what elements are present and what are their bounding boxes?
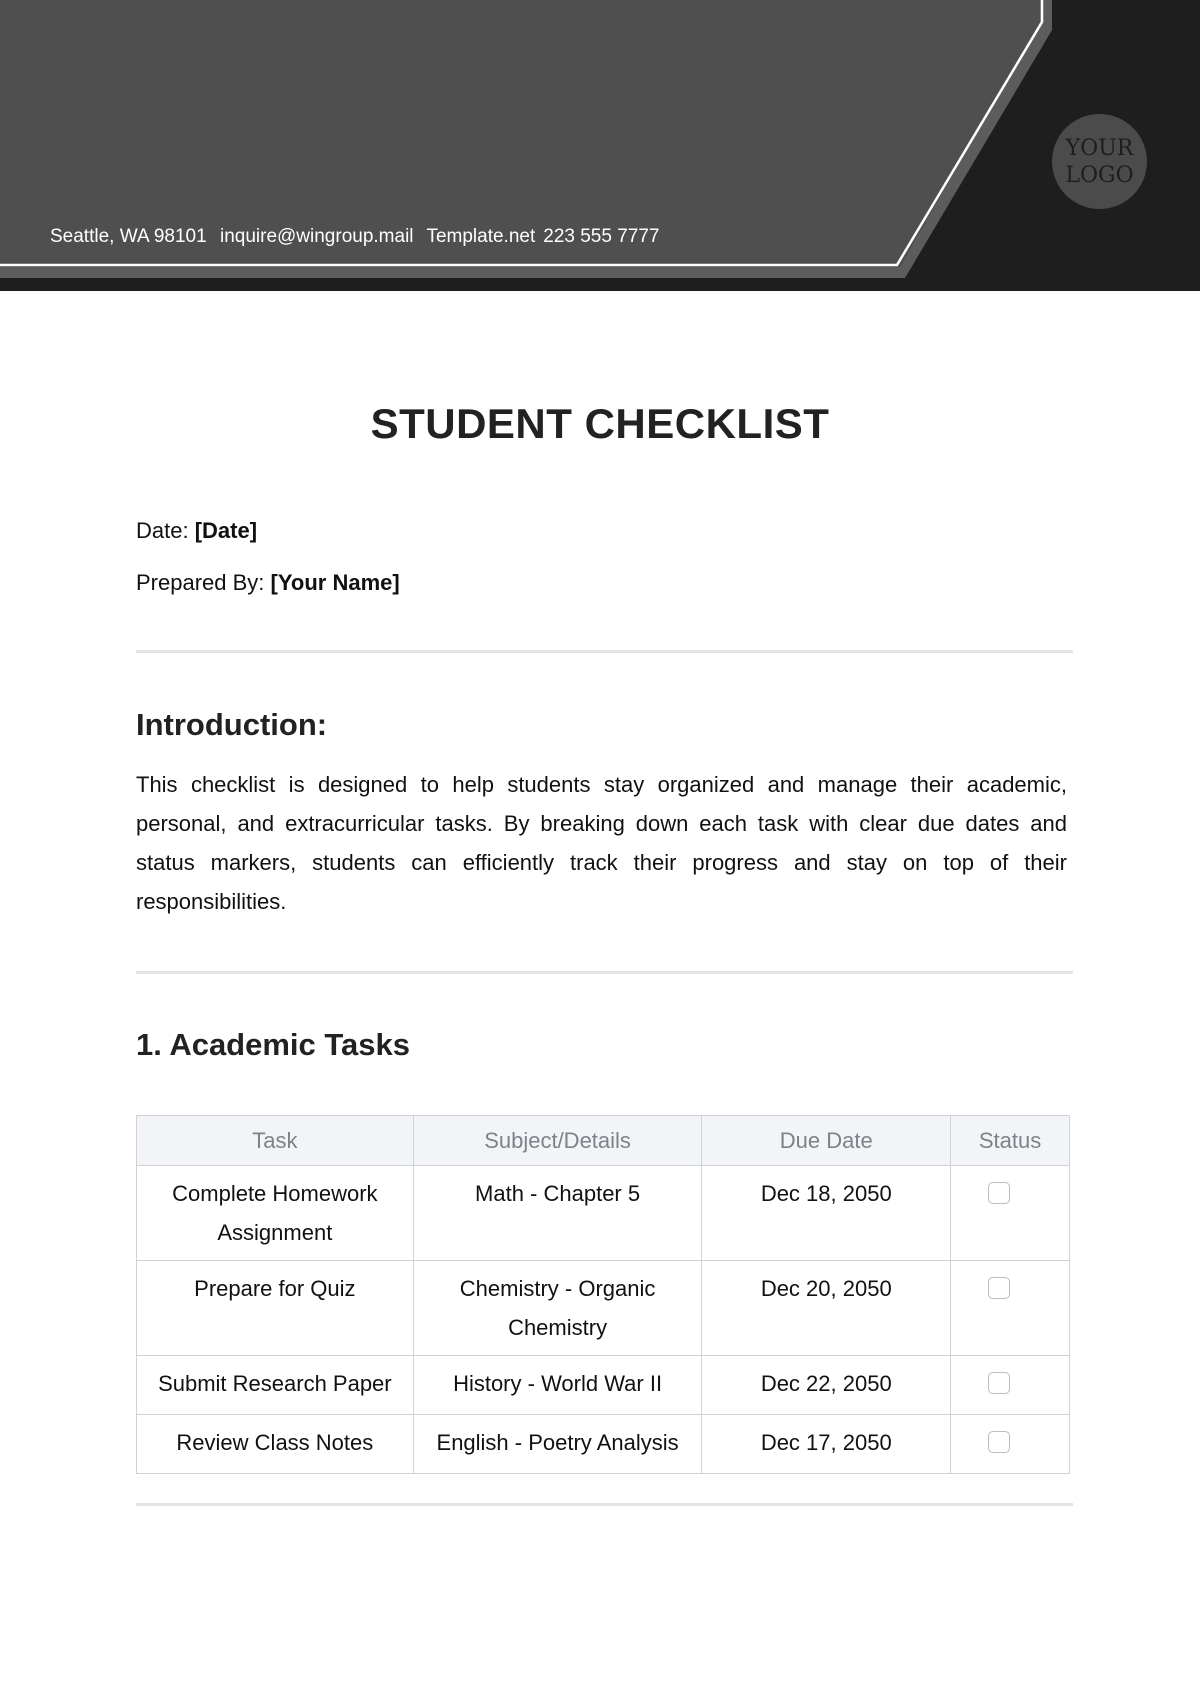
date-value: [Date] [194,518,258,543]
prepared-value: [Your Name] [270,570,400,595]
subject-cell: Math - Chapter 5 [413,1166,702,1261]
table-row [137,1356,1070,1415]
task-cell: Complete Homework Assignment [137,1166,414,1261]
divider [136,971,1073,974]
table-row [137,1415,1070,1474]
date-line [136,518,257,544]
divider [136,1503,1073,1506]
status-cell [951,1415,1070,1474]
due-date-cell: Dec 18, 2050 [702,1166,951,1261]
divider [136,650,1073,653]
due-date-cell: Dec 20, 2050 [702,1261,951,1356]
table-row [137,1261,1070,1356]
page-title: STUDENT CHECKLIST [370,400,830,447]
header-banner [0,0,1200,291]
company-logo: YOUR LOGO [1052,114,1147,209]
subject-cell: Chemistry - Organic Chemistry [413,1261,702,1356]
status-cell [951,1261,1070,1356]
date-label: Date: [136,518,189,543]
status-checkbox[interactable] [988,1372,1010,1394]
subject-cell: English - Poetry Analysis [413,1415,702,1474]
academic-tasks-heading: 1. Academic Tasks [136,1027,410,1062]
column-header-due-date: Due Date [702,1116,951,1166]
task-cell: Review Class Notes [137,1415,414,1474]
academic-tasks-table [136,1115,1070,1474]
due-date-cell: Dec 22, 2050 [702,1356,951,1415]
subject-cell: History - World War II [413,1356,702,1415]
prepared-by-line [136,570,400,596]
prepared-label: Prepared By: [136,570,265,595]
task-cell: Submit Research Paper [137,1356,414,1415]
task-cell: Prepare for Quiz [137,1261,414,1356]
status-checkbox[interactable] [988,1431,1010,1453]
status-checkbox[interactable] [988,1182,1010,1204]
table-row [137,1166,1070,1261]
column-header-status: Status [951,1116,1070,1166]
contact-email[interactable]: inquire@wingroup.mail [219,226,414,247]
introduction-body: This checklist is designed to help students stay organized and manage their academic, personal, and extracurricular tasks. By breaking down each task with clear due dates and status markers, students can efficiently track their progress and stay on top of their responsibilities. [136,772,1067,914]
status-cell [951,1166,1070,1261]
introduction-heading: Introduction: [136,707,328,742]
contact-website[interactable]: Template.net [426,226,536,247]
due-date-cell: Dec 17, 2050 [702,1415,951,1474]
column-header-subject: Subject/Details [413,1116,702,1166]
status-checkbox[interactable] [988,1277,1010,1299]
contact-address: Seattle, WA 98101 [50,226,207,247]
column-header-task: Task [137,1116,414,1166]
table-header-row [137,1116,1070,1166]
contact-info [50,226,667,248]
contact-phone: 223 555 7777 [543,226,660,247]
status-cell [951,1356,1070,1415]
